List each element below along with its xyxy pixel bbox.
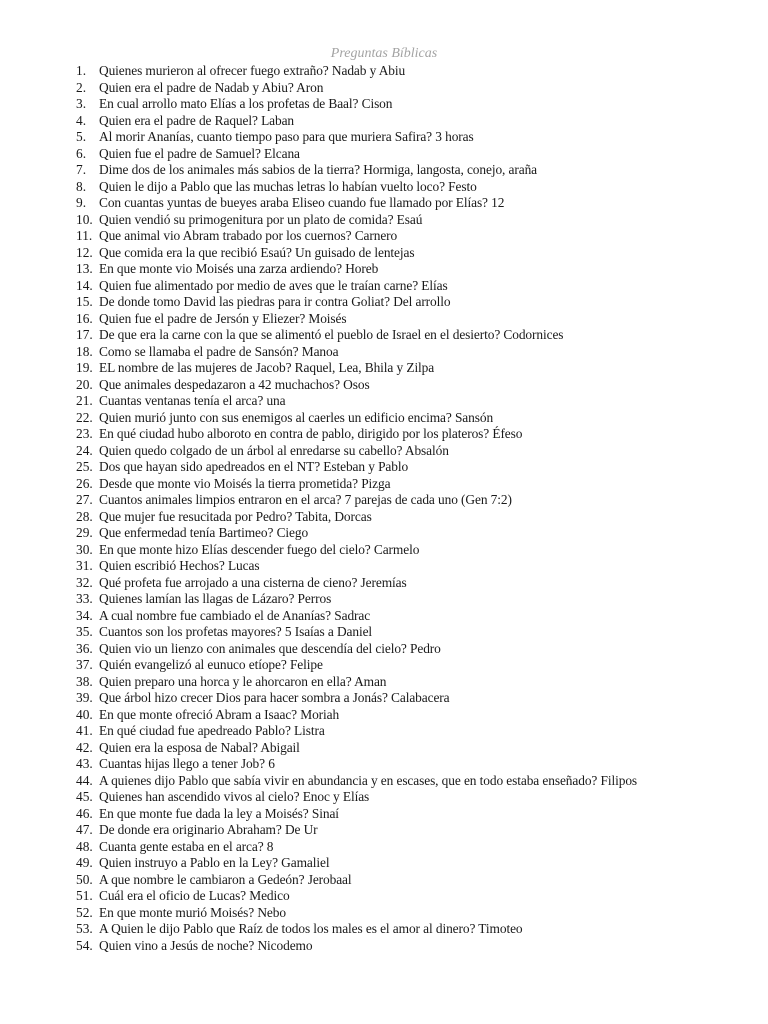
question-text: De donde tomo David las piedras para ir contra Goliat? Del arrollo [99, 294, 451, 309]
question-item [76, 674, 756, 691]
question-item [76, 245, 756, 262]
question-number: 46. [76, 805, 93, 821]
question-number: 16. [76, 310, 93, 326]
question-text: Dos que hayan sido apedreados en el NT? Esteban y Pablo [99, 459, 409, 474]
question-number: 17. [76, 327, 93, 342]
question-number: 6. [76, 145, 87, 161]
question-number: 47. [76, 822, 93, 837]
question-text: Quien le dijo a Pablo que las muchas letras lo habían vuelto loco? Festo [99, 178, 477, 194]
question-number: 36. [76, 640, 93, 656]
question-number: 9. [76, 195, 87, 210]
question-text: Quien preparo una horca y le ahorcaron en ella? Aman [99, 673, 387, 689]
question-item [76, 162, 756, 179]
question-item [76, 360, 756, 377]
question-number: 5. [76, 129, 87, 144]
question-item [76, 327, 756, 344]
question-text: Que enfermedad tenía Bartimeo? Ciego [99, 525, 309, 540]
question-number: 27. [76, 492, 93, 507]
question-number: 23. [76, 426, 93, 441]
question-text: En que monte fue dada la ley a Moisés? Sinaí [99, 805, 339, 821]
question-list [76, 63, 756, 954]
question-number: 10. [76, 211, 93, 227]
question-number: 35. [76, 624, 93, 639]
question-item [76, 624, 756, 641]
question-text: Quien vio un lienzo con animales que descendía del cielo? Pedro [99, 640, 441, 656]
question-text: En que monte hizo Elías descender fuego del cielo? Carmelo [99, 541, 420, 557]
question-item [76, 179, 756, 196]
question-item [76, 575, 756, 592]
question-item [76, 641, 756, 658]
question-item [76, 278, 756, 295]
question-text: Cuál era el oficio de Lucas? Medico [99, 888, 290, 903]
question-number: 26. [76, 475, 93, 491]
question-number: 15. [76, 294, 93, 309]
question-text: Cuanta gente estaba en el arca? 8 [99, 838, 274, 854]
question-item [76, 393, 756, 410]
question-text: Qué profeta fue arrojado a una cisterna de cieno? Jeremías [99, 574, 407, 590]
question-text: Quienes han ascendido vivos al cielo? Enoc y Elías [99, 789, 370, 804]
question-item [76, 822, 756, 839]
question-number: 51. [76, 888, 93, 903]
question-number: 11. [76, 228, 93, 243]
question-text: Al morir Ananías, cuanto tiempo paso para que muriera Safira? 3 horas [99, 129, 474, 144]
question-number: 48. [76, 838, 93, 854]
question-number: 29. [76, 525, 93, 540]
question-item [76, 261, 756, 278]
question-item [76, 212, 756, 229]
question-text: Que árbol hizo crecer Dios para hacer sombra a Jonás? Calabacera [99, 690, 450, 705]
question-item [76, 591, 756, 608]
question-item [76, 509, 756, 526]
question-item [76, 888, 756, 905]
page-title: Preguntas Bíblicas [330, 46, 438, 61]
question-item [76, 921, 756, 938]
question-number: 38. [76, 673, 93, 689]
question-number: 31. [76, 558, 93, 573]
question-text: Que animal vio Abram trabado por los cuernos? Carnero [99, 228, 398, 243]
question-number: 1. [76, 63, 87, 78]
question-text: Quien vino a Jesús de noche? Nicodemo [99, 937, 313, 953]
question-item [76, 443, 756, 460]
question-text: A quienes dijo Pablo que sabía vivir en abundancia y en escases, que en todo estaba enseñado? Filipos [99, 772, 638, 788]
question-number: 37. [76, 657, 93, 672]
question-number: 19. [76, 360, 93, 375]
question-number: 7. [76, 162, 87, 177]
question-item [76, 195, 756, 212]
question-item [76, 80, 756, 97]
question-text: Quien era el padre de Raquel? Laban [99, 112, 295, 128]
question-item [76, 311, 756, 328]
question-item [76, 344, 756, 361]
question-item [76, 63, 756, 80]
question-text: EL nombre de las mujeres de Jacob? Raquel, Lea, Bhila y Zilpa [99, 360, 435, 375]
question-number: 54. [76, 937, 93, 953]
question-item [76, 657, 756, 674]
question-item [76, 938, 756, 955]
question-number: 50. [76, 871, 93, 887]
question-number: 40. [76, 706, 93, 722]
question-number: 28. [76, 508, 93, 524]
question-number: 42. [76, 739, 93, 755]
question-number: 32. [76, 574, 93, 590]
question-item [76, 96, 756, 113]
question-text: En que monte murió Moisés? Nebo [99, 904, 286, 920]
question-text: Quienes lamían las llagas de Lázaro? Perros [99, 591, 332, 606]
question-item [76, 740, 756, 757]
question-number: 13. [76, 261, 93, 276]
question-text: En que monte ofreció Abram a Isaac? Moriah [99, 706, 340, 722]
question-item [76, 690, 756, 707]
question-item [76, 377, 756, 394]
question-number: 20. [76, 376, 93, 392]
question-number: 8. [76, 178, 87, 194]
question-item [76, 789, 756, 806]
question-item [76, 723, 756, 740]
question-item [76, 707, 756, 724]
question-number: 39. [76, 690, 93, 705]
question-number: 45. [76, 789, 93, 804]
question-text: Cuantas ventanas tenía el arca? una [99, 393, 286, 408]
question-item [76, 756, 756, 773]
question-item [76, 855, 756, 872]
question-text: Quien fue el padre de Jersón y Eliezer? Moisés [99, 310, 347, 326]
question-number: 25. [76, 459, 93, 474]
question-item [76, 525, 756, 542]
question-text: En qué ciudad hubo alboroto en contra de pablo, dirigido por los plateros? Éfeso [99, 426, 523, 441]
question-text: Quién evangelizó al eunuco etíope? Felipe [99, 657, 323, 672]
question-item [76, 113, 756, 130]
question-text: Quien escribió Hechos? Lucas [99, 558, 260, 573]
question-item [76, 426, 756, 443]
question-text: Quien instruyo a Pablo en la Ley? Gamaliel [99, 855, 330, 870]
question-text: Cuantas hijas llego a tener Job? 6 [99, 756, 275, 771]
question-number: 30. [76, 541, 93, 557]
question-number: 3. [76, 96, 87, 111]
question-number: 34. [76, 607, 93, 623]
question-text: Quien fue alimentado por medio de aves que le traían carne? Elías [99, 277, 448, 293]
question-text: A Quien le dijo Pablo que Raíz de todos los males es el amor al dinero? Timoteo [99, 921, 523, 936]
question-number: 43. [76, 756, 93, 771]
question-text: En que monte vio Moisés una zarza ardiendo? Horeb [99, 261, 379, 276]
question-item [76, 542, 756, 559]
question-text: Con cuantas yuntas de bueyes araba Eliseo cuando fue llamado por Elías? 12 [99, 195, 505, 210]
question-number: 2. [76, 79, 87, 95]
question-item [76, 410, 756, 427]
question-item [76, 608, 756, 625]
question-item [76, 806, 756, 823]
question-text: Quien era el padre de Nadab y Abiu? Aron [99, 79, 324, 95]
question-text: Quien fue el padre de Samuel? Elcana [99, 145, 300, 161]
question-item [76, 872, 756, 889]
question-text: En cual arrollo mato Elías a los profetas de Baal? Cison [99, 96, 393, 111]
question-item [76, 294, 756, 311]
question-text: Que mujer fue resucitada por Pedro? Tabita, Dorcas [99, 508, 372, 524]
question-item [76, 492, 756, 509]
question-number: 41. [76, 723, 93, 738]
question-text: Que comida era la que recibió Esaú? Un guisado de lentejas [99, 244, 415, 260]
question-number: 49. [76, 855, 93, 870]
question-number: 24. [76, 442, 93, 458]
question-text: Dime dos de los animales más sabios de la tierra? Hormiga, langosta, conejo, araña [99, 162, 538, 177]
question-text: Que animales despedazaron a 42 muchachos? Osos [99, 376, 370, 392]
question-number: 53. [76, 921, 93, 936]
question-item [76, 905, 756, 922]
question-text: Como se llamaba el padre de Sansón? Manoa [99, 343, 339, 359]
question-text: Quien era la esposa de Nabal? Abigail [99, 739, 300, 755]
question-text: Cuantos son los profetas mayores? 5 Isaías a Daniel [99, 624, 373, 639]
question-number: 33. [76, 591, 93, 606]
question-text: En qué ciudad fue apedreado Pablo? Listra [99, 723, 325, 738]
question-number: 21. [76, 393, 93, 408]
question-number: 22. [76, 409, 93, 425]
question-item [76, 773, 756, 790]
question-item [76, 129, 756, 146]
question-item [76, 558, 756, 575]
question-number: 44. [76, 772, 93, 788]
question-text: Quien quedo colgado de un árbol al enredarse su cabello? Absalón [99, 442, 449, 458]
question-number: 18. [76, 343, 93, 359]
question-item [76, 459, 756, 476]
question-text: De que era la carne con la que se alimentó el pueblo de Israel en el desierto? Codornices [99, 327, 564, 342]
question-number: 52. [76, 904, 93, 920]
question-text: Quien vendió su primogenitura por un plato de comida? Esaú [99, 211, 423, 227]
question-item [76, 228, 756, 245]
question-item [76, 839, 756, 856]
question-text: De donde era originario Abraham? De Ur [99, 822, 318, 837]
question-text: Quien murió junto con sus enemigos al caerles un edificio encima? Sansón [99, 409, 494, 425]
question-text: Desde que monte vio Moisés la tierra prometida? Pizga [99, 475, 391, 491]
question-number: 12. [76, 244, 93, 260]
question-item [76, 476, 756, 493]
question-number: 4. [76, 112, 87, 128]
question-text: Cuantos animales limpios entraron en el arca? 7 parejas de cada uno (Gen 7:2) [99, 492, 512, 507]
question-text: A que nombre le cambiaron a Gedeón? Jerobaal [99, 871, 352, 887]
question-text: A cual nombre fue cambiado el de Ananías? Sadrac [99, 607, 371, 623]
question-text: Quienes murieron al ofrecer fuego extraño? Nadab y Abiu [99, 63, 406, 78]
question-item [76, 146, 756, 163]
question-number: 14. [76, 277, 93, 293]
